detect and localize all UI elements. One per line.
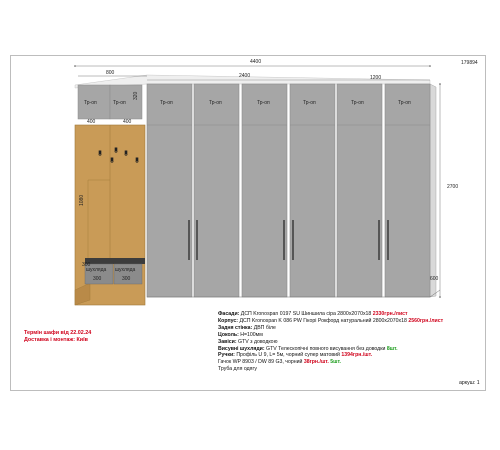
- dim-height: 2700: [447, 184, 459, 190]
- spec-line: Висувні шухляди: GTV Телескопічні повного висування без доводки 8шт.: [218, 345, 398, 352]
- drawer-label: шухляда: [86, 267, 107, 273]
- spec-line: Ручки: Профіль U 9, L= 5м, чорний супер матовий 1394грн./шт.: [218, 352, 373, 359]
- wardrobe-door: [242, 84, 287, 297]
- dim-hanger-depth: 400: [87, 119, 96, 125]
- coat-hook-icon: [125, 151, 128, 155]
- dim-hanger-height: 1080: [79, 194, 85, 206]
- drawer-label: шухляда: [115, 267, 136, 273]
- dim-marker: [439, 296, 441, 298]
- wardrobe-door: [385, 84, 430, 297]
- side-panel: [430, 84, 439, 297]
- dim-hanger-width: 400: [123, 119, 132, 125]
- handle-strip-icon: [387, 220, 388, 260]
- drawer-value: 300: [122, 276, 131, 282]
- coat-hook-icon: [99, 151, 102, 155]
- spec-line: Задня стінка: ДВП біле: [218, 324, 276, 331]
- spec-line: Фасади: ДСП Kronospan 0197 SU Шиншила сіра 2800x2070x18 2330грн./лист: [218, 311, 408, 317]
- handle-strip-icon: [292, 220, 293, 260]
- term-delivery: Доставка і монтаж: Київ: [24, 337, 88, 343]
- spec-line: Корпус: ДСП Kronospan K 086 PW Гікорі Рокфорд натуральний 2800x2070x18 2560грн./лист: [218, 317, 444, 324]
- coat-hook-icon: [115, 148, 118, 152]
- drawing-id: 179894: [461, 60, 478, 66]
- door-label: Тр-оп: [257, 100, 270, 106]
- spec-line: Завіси: GTV з доводкою: [218, 338, 278, 345]
- dim-middle-section: 2400: [239, 73, 251, 79]
- term-date: Термін шафи від 22.02.24: [24, 330, 92, 336]
- door-label: Тр-оп: [160, 100, 173, 106]
- coat-hook-icon: [136, 158, 139, 162]
- handle-strip-icon: [378, 220, 379, 260]
- door-label: Тр-оп: [351, 100, 364, 106]
- wardrobe-door: [194, 84, 239, 297]
- dim-bench-height: 300: [82, 262, 91, 268]
- spec-list: [218, 311, 488, 373]
- sheet-number: аркуш: 1: [459, 380, 480, 386]
- dim-depth: 600: [430, 276, 439, 282]
- coat-hook-icon: [111, 158, 114, 162]
- terms-block: [24, 330, 91, 344]
- handle-strip-icon: [196, 220, 197, 260]
- dim-marker: [429, 65, 431, 67]
- dim-mezzanine-height: 320: [133, 91, 139, 100]
- wardrobe-door: [290, 84, 335, 297]
- wardrobe-door: [147, 84, 192, 297]
- spec-line: Цоколь: H=100мм: [218, 331, 263, 338]
- spec-line: Гачок WP 8903 / DW 89 G3, чорний 38грн./шт. 5шт.: [218, 359, 341, 366]
- dim-marker: [439, 83, 441, 85]
- drawer-value: 300: [93, 276, 102, 282]
- dim-marker: [74, 65, 76, 67]
- door-label: Тр-оп: [398, 100, 411, 106]
- door-label: Тр-оп: [303, 100, 316, 106]
- bench-top: [85, 258, 145, 264]
- door-label: Тр-оп: [113, 100, 126, 106]
- dim-total-width: 4400: [250, 59, 262, 65]
- door-label: Тр-оп: [209, 100, 222, 106]
- handle-strip-icon: [283, 220, 284, 260]
- dim-right-section: 1200: [370, 75, 382, 81]
- wardrobe-door: [337, 84, 382, 297]
- spec-line: Труба для одягу: [218, 366, 257, 373]
- handle-strip-icon: [188, 220, 189, 260]
- door-label: Тр-оп: [84, 100, 97, 106]
- dim-left-section: 800: [106, 70, 115, 76]
